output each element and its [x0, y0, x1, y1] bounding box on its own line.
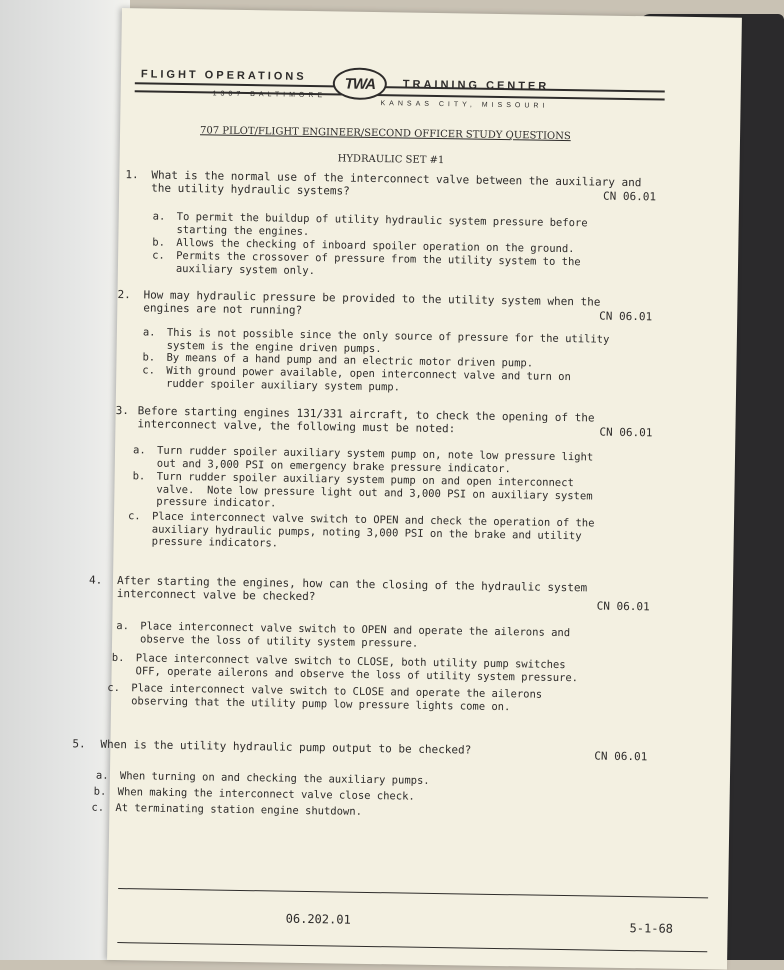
option-text: When making the interconnect valve close check.: [117, 786, 415, 803]
option-letter: a.: [132, 444, 146, 457]
question-reference: CN 06.01: [596, 599, 650, 614]
letterhead-address-city: KANSAS CITY, MISSOURI: [380, 100, 549, 110]
option-letter: c.: [107, 681, 121, 695]
letterhead-address-street: 1307 BALTIMORE: [212, 90, 327, 100]
option-text: Permits the crossover of pressure from the utility system to the auxiliary system only.: [175, 249, 581, 277]
question-reference: CN 06.01: [603, 189, 657, 204]
question-text: What is the normal use of the interconnect valve between the auxiliary and the utility hydraulic systems?: [151, 168, 642, 198]
option-letter: a.: [142, 326, 156, 339]
option-letter: c.: [91, 801, 105, 814]
option-letter: a.: [95, 769, 109, 782]
option-letter: b.: [152, 236, 166, 249]
option-text: At terminating station engine shutdown.: [115, 801, 363, 818]
letterhead-training-center: TRAINING CENTER: [402, 78, 550, 93]
question-1: [119, 168, 719, 277]
option-text: By means of a hand pump and an electric motor driven pump.: [166, 351, 534, 370]
question-number: 2.: [117, 287, 131, 302]
option-text: To permit the buildup of utility hydraulic system pressure before starting the engines.: [176, 210, 588, 238]
option-letter: c.: [152, 249, 165, 262]
option-letter: a.: [116, 619, 130, 633]
footer-date: 5-1-68: [629, 921, 674, 936]
twa-logo-text: TWA: [344, 75, 376, 93]
question-reference: CN 06.01: [594, 749, 648, 764]
question-text: When is the utility hydraulic pump output to be checked?: [100, 737, 472, 757]
question-5: [72, 737, 711, 818]
option-text: Place interconnect valve switch to CLOSE, both utility pump switches OFF, operate ailerons and observe the loss of utility system pressure.: [135, 652, 579, 684]
question-4: [88, 573, 713, 713]
question-number: 5.: [72, 737, 86, 751]
question-reference: CN 06.01: [599, 309, 653, 324]
option-text: Allows the checking of inboard spoiler operation on the ground.: [176, 236, 575, 256]
document-page: [72, 8, 742, 970]
option-text: This is not possible since the only source of pressure for the utility system is the engine driven pumps.: [166, 326, 610, 355]
twa-logo: [333, 67, 387, 100]
option-text: When turning on and checking the auxiliary pumps.: [119, 770, 430, 787]
question-reference: CN 06.01: [599, 425, 653, 440]
option-letter: b.: [132, 470, 146, 483]
option-letter: b.: [93, 785, 107, 798]
option-letter: a.: [152, 210, 166, 223]
footer-rule: [118, 888, 708, 898]
footer-document-code: 06.202.01: [285, 911, 351, 927]
footer-rule-bottom: [117, 942, 707, 952]
option-letter: c.: [127, 510, 141, 523]
option-letter: b.: [111, 651, 125, 665]
question-text: After starting the engines, how can the closing of the hydraulic system interconnect valve be checked?: [116, 573, 588, 604]
question-number: 3.: [115, 403, 130, 418]
question-2: [117, 287, 718, 393]
page-title: 707 PILOT/FLIGHT ENGINEER/SECOND OFFICER STUDY QUESTIONS: [199, 125, 571, 143]
option-text: Place interconnect valve switch to OPEN and check the operation of the auxiliary hydraulic pumps, noting 3,000 PSI on the brake and utility pressure indicators.: [151, 510, 595, 550]
question-number: 1.: [125, 168, 139, 182]
option-text: Turn rudder spoiler auxiliary system pump on and open interconnect valve. Note low pressure light out and 3,000 PSI on auxiliary system pressure indicator.: [156, 470, 593, 510]
letterhead-flight-operations: FLIGHT OPERATIONS: [140, 68, 307, 83]
option-letter: c.: [142, 364, 156, 377]
option-text: Place interconnect valve switch to CLOSE and operate the ailerons observing that the utility pump low pressure lights come on.: [131, 682, 543, 713]
question-number: 4.: [88, 573, 103, 587]
option-letter: b.: [142, 351, 156, 364]
question-text: How may hydraulic pressure be provided to the utility system when the engines are not running?: [143, 288, 601, 317]
option-text: With ground power available, open interconnect valve and turn on rudder spoiler auxiliary system pump.: [166, 364, 571, 393]
set-title: HYDRAULIC SET #1: [337, 153, 445, 167]
letterhead: [120, 62, 741, 122]
question-text: Before starting engines 131/331 aircraft, to check the opening of the interconnect valve, the following must be noted:: [137, 404, 595, 436]
option-text: Place interconnect valve switch to OPEN and operate the ailerons and observe the loss of utility system pressure.: [139, 620, 571, 650]
option-text: Turn rudder spoiler auxiliary system pump on, note low pressure light out and 3,000 PSI on emergency brake pressure indicator.: [156, 444, 594, 475]
question-3: [115, 403, 716, 550]
